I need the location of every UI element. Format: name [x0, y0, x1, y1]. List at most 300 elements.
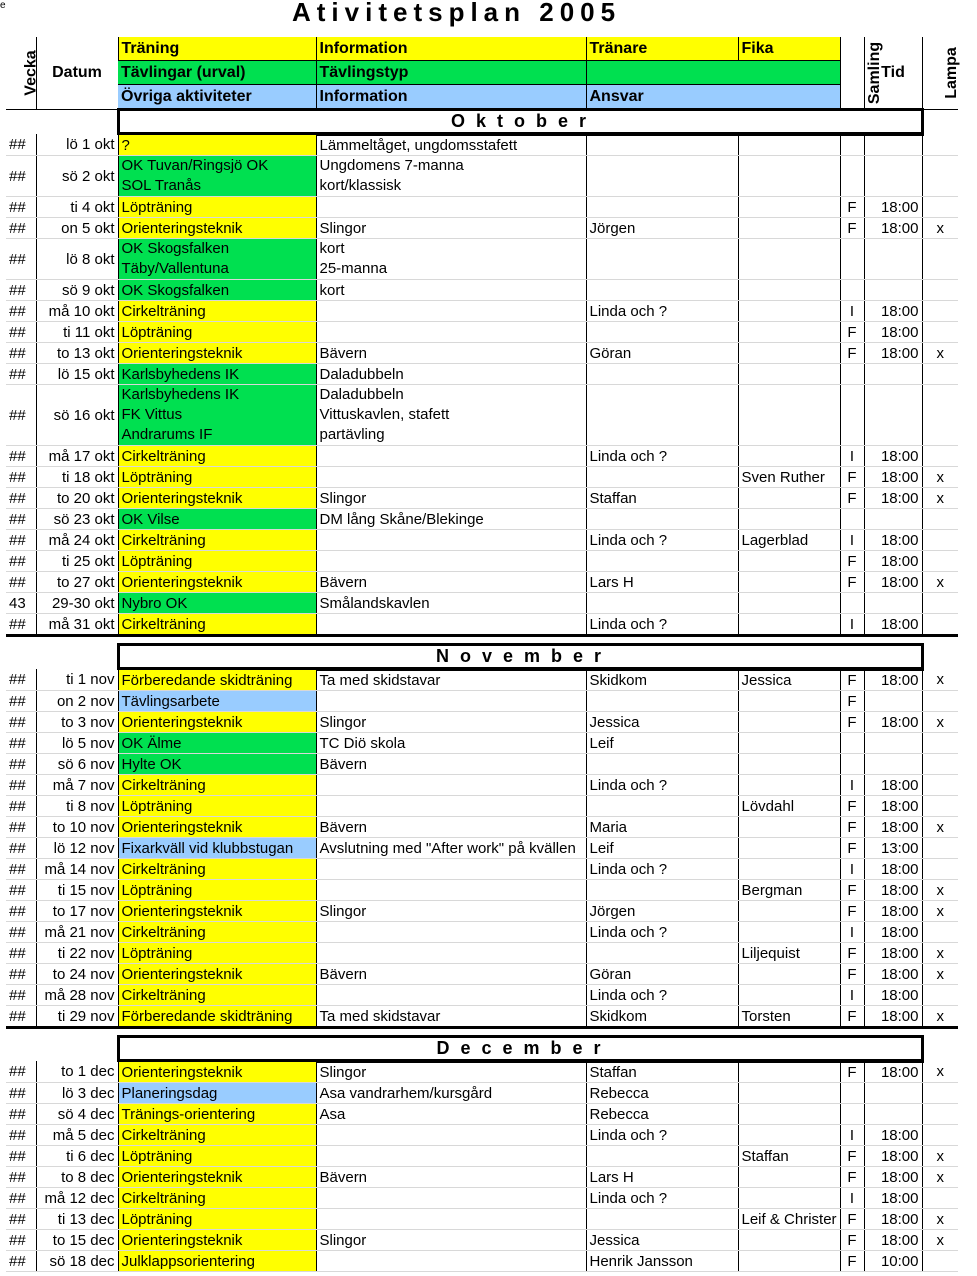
info-cell	[316, 922, 586, 943]
week-cell: ##	[6, 817, 36, 838]
date-cell: må 14 nov	[36, 859, 118, 880]
fika-cell: Liljequist	[738, 943, 840, 964]
table-row	[6, 509, 958, 530]
info-cell: Bävern	[316, 817, 586, 838]
leader-cell	[586, 322, 738, 343]
meeting-place-cell: F	[840, 343, 864, 364]
table-row	[6, 446, 958, 467]
leader-cell	[586, 1146, 738, 1167]
info-cell: Daladubbeln	[316, 364, 586, 385]
time-cell: 18:00	[864, 467, 922, 488]
activity-cell: Löpträning	[118, 1146, 316, 1167]
fika-cell	[738, 385, 840, 446]
table-body	[6, 37, 958, 1272]
month-spacer	[922, 1037, 958, 1061]
date-cell: må 5 dec	[36, 1125, 118, 1146]
date-cell: ti 22 nov	[36, 943, 118, 964]
header-row-1	[6, 37, 958, 61]
time-cell: 18:00	[864, 322, 922, 343]
time-cell: 18:00	[864, 775, 922, 796]
table-row	[6, 218, 958, 239]
date-cell: to 3 nov	[36, 712, 118, 733]
time-cell: 18:00	[864, 943, 922, 964]
lampa-header: Lampa	[922, 37, 958, 110]
lamp-cell	[922, 156, 958, 197]
date-cell: ti 8 nov	[36, 796, 118, 817]
info-cell	[316, 1188, 586, 1209]
leader-cell	[586, 943, 738, 964]
lamp-cell	[922, 1188, 958, 1209]
leader-cell: Rebecca	[586, 1083, 738, 1104]
month-spacer	[6, 110, 118, 134]
activity-cell: Löpträning	[118, 322, 316, 343]
meeting-place-cell: I	[840, 614, 864, 636]
lamp-cell	[922, 796, 958, 817]
info-cell: Bävern	[316, 754, 586, 775]
activity-cell: Förberedande skidträning	[118, 1006, 316, 1028]
meeting-place-cell	[840, 280, 864, 301]
info-cell: Slingor	[316, 1230, 586, 1251]
info-cell: Bävern	[316, 964, 586, 985]
table-row	[6, 1006, 958, 1028]
vecka-header: Vecka	[6, 37, 36, 110]
leader-cell	[586, 156, 738, 197]
fika-cell	[738, 239, 840, 280]
leader-cell: Henrik Jansson	[586, 1251, 738, 1272]
info-cell	[316, 943, 586, 964]
header-ansvar: Ansvar	[586, 85, 840, 110]
week-cell: ##	[6, 1188, 36, 1209]
date-cell: to 10 nov	[36, 817, 118, 838]
time-cell: 18:00	[864, 817, 922, 838]
fika-cell	[738, 964, 840, 985]
activity-cell: Julklappsorientering	[118, 1251, 316, 1272]
table-row	[6, 1146, 958, 1167]
time-cell: 18:00	[864, 301, 922, 322]
week-cell: ##	[6, 1251, 36, 1272]
leader-cell	[586, 280, 738, 301]
meeting-place-cell	[840, 239, 864, 280]
leader-cell	[586, 385, 738, 446]
lamp-cell	[922, 134, 958, 156]
lamp-cell	[922, 1083, 958, 1104]
date-cell: må 28 nov	[36, 985, 118, 1006]
meeting-place-cell: F	[840, 1251, 864, 1272]
table-row	[6, 134, 958, 156]
table-row	[6, 1083, 958, 1104]
date-cell: to 1 dec	[36, 1061, 118, 1083]
time-cell: 18:00	[864, 669, 922, 691]
activity-cell: Löpträning	[118, 796, 316, 817]
table-row	[6, 572, 958, 593]
lamp-cell	[922, 530, 958, 551]
table-row	[6, 1230, 958, 1251]
date-cell: ti 11 okt	[36, 322, 118, 343]
fika-cell	[738, 1167, 840, 1188]
date-cell: sö 2 okt	[36, 156, 118, 197]
week-cell: ##	[6, 467, 36, 488]
activity-cell	[118, 239, 316, 280]
activity-cell: Cirkelträning	[118, 446, 316, 467]
info-cell	[316, 239, 586, 280]
meeting-place-cell: F	[840, 1230, 864, 1251]
week-cell: ##	[6, 922, 36, 943]
lamp-cell	[922, 754, 958, 775]
activity-cell: Orienteringsteknik	[118, 901, 316, 922]
leader-cell	[586, 1209, 738, 1230]
info-cell	[316, 322, 586, 343]
meeting-place-cell: F	[840, 901, 864, 922]
week-cell: ##	[6, 733, 36, 754]
meeting-place-cell: F	[840, 1006, 864, 1028]
week-cell: ##	[6, 364, 36, 385]
table-row	[6, 733, 958, 754]
lamp-cell	[922, 593, 958, 614]
fika-cell	[738, 922, 840, 943]
info-cell: Avslutning med "After work" på kvällen	[316, 838, 586, 859]
time-cell: 18:00	[864, 859, 922, 880]
table-row	[6, 239, 958, 280]
fika-cell	[738, 301, 840, 322]
info-cell: Ta med skidstavar	[316, 669, 586, 691]
week-cell: ##	[6, 1125, 36, 1146]
fika-cell	[738, 593, 840, 614]
date-cell: sö 16 okt	[36, 385, 118, 446]
meeting-place-cell	[840, 364, 864, 385]
lamp-cell: x	[922, 1209, 958, 1230]
info-cell	[316, 156, 586, 197]
activity-cell: Orienteringsteknik	[118, 1230, 316, 1251]
date-cell: to 13 okt	[36, 343, 118, 364]
date-cell: lö 15 okt	[36, 364, 118, 385]
table-row	[6, 669, 958, 691]
leader-cell: Linda och ?	[586, 614, 738, 636]
lamp-cell: x	[922, 1146, 958, 1167]
fika-cell	[738, 1230, 840, 1251]
info-cell-line: Daladubbeln	[319, 386, 404, 403]
activity-cell-line: SOL Tranås	[121, 177, 201, 194]
info-cell	[316, 985, 586, 1006]
info-cell	[316, 467, 586, 488]
lamp-cell	[922, 364, 958, 385]
meeting-place-cell: I	[840, 301, 864, 322]
leader-cell	[586, 754, 738, 775]
meeting-place-cell: F	[840, 1167, 864, 1188]
meeting-place-cell	[840, 733, 864, 754]
time-cell: 18:00	[864, 712, 922, 733]
table-row	[6, 964, 958, 985]
activity-cell: OK Älme	[118, 733, 316, 754]
time-cell: 18:00	[864, 1230, 922, 1251]
week-cell: ##	[6, 509, 36, 530]
week-cell: ##	[6, 280, 36, 301]
meeting-place-cell	[840, 156, 864, 197]
week-cell: ##	[6, 796, 36, 817]
info-cell-line: Ungdomens 7-manna	[319, 157, 464, 174]
date-cell: ti 15 nov	[36, 880, 118, 901]
time-cell	[864, 509, 922, 530]
activity-cell: Löpträning	[118, 197, 316, 218]
table-row	[6, 1209, 958, 1230]
info-cell-line: 25-manna	[319, 260, 388, 277]
activity-cell-line: Karlsbyhedens IK	[121, 386, 240, 403]
header-traning: Träning	[118, 37, 316, 61]
week-cell: ##	[6, 1083, 36, 1104]
info-cell: Bävern	[316, 343, 586, 364]
lamp-cell: x	[922, 218, 958, 239]
meeting-place-cell: I	[840, 446, 864, 467]
info-cell	[316, 1209, 586, 1230]
fika-cell	[738, 488, 840, 509]
table-row	[6, 280, 958, 301]
table-row	[6, 691, 958, 712]
date-cell: ti 4 okt	[36, 197, 118, 218]
meeting-place-cell: F	[840, 838, 864, 859]
lamp-cell	[922, 733, 958, 754]
meeting-place-cell: F	[840, 1209, 864, 1230]
month-spacer	[922, 110, 958, 134]
table-row	[6, 467, 958, 488]
date-cell: to 27 okt	[36, 572, 118, 593]
week-cell: ##	[6, 1104, 36, 1125]
month-title: D e c e m b e r	[118, 1037, 922, 1061]
info-cell: Asa	[316, 1104, 586, 1125]
meeting-place-cell	[840, 134, 864, 156]
info-cell	[316, 385, 586, 446]
meeting-place-cell: F	[840, 1061, 864, 1083]
leader-cell: Staffan	[586, 1061, 738, 1083]
lamp-cell: x	[922, 943, 958, 964]
date-cell: ti 29 nov	[36, 1006, 118, 1028]
time-cell: 18:00	[864, 488, 922, 509]
info-cell-line: Vittuskavlen, stafett	[319, 406, 450, 423]
table-row	[6, 985, 958, 1006]
fika-cell: Jessica	[738, 669, 840, 691]
lamp-cell: x	[922, 1167, 958, 1188]
week-cell: ##	[6, 614, 36, 636]
header-tavlingstyp: Tävlingstyp	[316, 61, 586, 85]
lamp-cell	[922, 280, 958, 301]
meeting-place-cell: F	[840, 488, 864, 509]
lamp-cell	[922, 1104, 958, 1125]
leader-cell	[586, 239, 738, 280]
corner-mark: e	[0, 0, 6, 11]
lamp-cell	[922, 301, 958, 322]
meeting-place-cell: I	[840, 775, 864, 796]
week-cell: ##	[6, 551, 36, 572]
leader-cell: Leif	[586, 733, 738, 754]
activity-cell: Löpträning	[118, 551, 316, 572]
week-cell: ##	[6, 901, 36, 922]
fika-cell	[738, 985, 840, 1006]
date-cell: må 31 okt	[36, 614, 118, 636]
time-cell: 18:00	[864, 796, 922, 817]
date-cell: ti 1 nov	[36, 669, 118, 691]
time-cell: 18:00	[864, 880, 922, 901]
meeting-place-cell	[840, 385, 864, 446]
info-cell: Slingor	[316, 218, 586, 239]
month-title: N o v e m b e r	[118, 645, 922, 669]
week-cell: ##	[6, 1061, 36, 1083]
datum-header: Datum	[36, 37, 118, 110]
meeting-place-cell: F	[840, 218, 864, 239]
table-row	[6, 322, 958, 343]
date-cell: on 2 nov	[36, 691, 118, 712]
meeting-place-cell: I	[840, 530, 864, 551]
time-cell: 13:00	[864, 838, 922, 859]
leader-cell	[586, 593, 738, 614]
table-row	[6, 1188, 958, 1209]
lamp-cell	[922, 239, 958, 280]
time-cell	[864, 593, 922, 614]
table-row	[6, 1061, 958, 1083]
activity-cell: Orienteringsteknik	[118, 343, 316, 364]
meeting-place-cell: F	[840, 551, 864, 572]
meeting-place-cell	[840, 1083, 864, 1104]
table-row	[6, 1251, 958, 1272]
table-row	[6, 301, 958, 322]
leader-cell: Göran	[586, 343, 738, 364]
month-header-row	[6, 1037, 958, 1061]
info-cell-line: kort	[319, 240, 345, 257]
fika-cell	[738, 280, 840, 301]
fika-cell	[738, 775, 840, 796]
fika-cell: Lövdahl	[738, 796, 840, 817]
date-cell: må 10 okt	[36, 301, 118, 322]
meeting-place-cell: F	[840, 1146, 864, 1167]
time-cell: 18:00	[864, 218, 922, 239]
date-cell: ti 6 dec	[36, 1146, 118, 1167]
leader-cell: Linda och ?	[586, 859, 738, 880]
info-cell-line: kort/klassisk	[319, 177, 402, 194]
week-cell: ##	[6, 754, 36, 775]
leader-cell: Jörgen	[586, 218, 738, 239]
time-cell: 18:00	[864, 1188, 922, 1209]
time-cell: 18:00	[864, 1167, 922, 1188]
week-cell: ##	[6, 322, 36, 343]
info-cell	[316, 197, 586, 218]
fika-cell	[738, 156, 840, 197]
info-cell	[316, 1146, 586, 1167]
time-cell	[864, 733, 922, 754]
time-cell	[864, 1083, 922, 1104]
week-cell: ##	[6, 301, 36, 322]
table-row	[6, 156, 958, 197]
activity-cell: Orienteringsteknik	[118, 1167, 316, 1188]
week-cell: ##	[6, 134, 36, 156]
info-cell	[316, 859, 586, 880]
header-row-2	[6, 61, 958, 85]
leader-cell: Linda och ?	[586, 1188, 738, 1209]
meeting-place-cell: I	[840, 859, 864, 880]
fika-cell: Torsten	[738, 1006, 840, 1028]
month-spacer	[6, 645, 118, 669]
leader-cell: Göran	[586, 964, 738, 985]
info-cell: Lämmeltåget, ungdomsstafett	[316, 134, 586, 156]
info-cell	[316, 1251, 586, 1272]
table-row	[6, 922, 958, 943]
activity-cell-line: OK Tuvan/Ringsjö OK	[121, 157, 269, 174]
leader-cell: Linda och ?	[586, 922, 738, 943]
date-cell: lö 1 okt	[36, 134, 118, 156]
date-cell: lö 3 dec	[36, 1083, 118, 1104]
meeting-place-cell: F	[840, 817, 864, 838]
lamp-cell	[922, 509, 958, 530]
fika-cell	[738, 343, 840, 364]
lamp-cell	[922, 1125, 958, 1146]
info-cell: Slingor	[316, 488, 586, 509]
week-cell: ##	[6, 1230, 36, 1251]
month-title: O k t o b e r	[118, 110, 922, 134]
lamp-cell	[922, 385, 958, 446]
lamp-cell: x	[922, 1061, 958, 1083]
date-cell: 29-30 okt	[36, 593, 118, 614]
activity-cell: Planeringsdag	[118, 1083, 316, 1104]
activity-cell: Cirkelträning	[118, 614, 316, 636]
fika-cell: Bergman	[738, 880, 840, 901]
leader-cell	[586, 509, 738, 530]
leader-cell	[586, 134, 738, 156]
leader-cell: Rebecca	[586, 1104, 738, 1125]
activity-cell: Karlsbyhedens IK	[118, 364, 316, 385]
table-row	[6, 551, 958, 572]
table-row	[6, 364, 958, 385]
info-cell	[316, 775, 586, 796]
time-cell	[864, 364, 922, 385]
time-cell: 18:00	[864, 1146, 922, 1167]
fika-cell	[738, 614, 840, 636]
table-row	[6, 614, 958, 636]
time-cell	[864, 754, 922, 775]
activity-table	[6, 37, 958, 1272]
fika-cell	[738, 218, 840, 239]
activity-cell: Nybro OK	[118, 593, 316, 614]
fika-cell	[738, 509, 840, 530]
leader-cell: Linda och ?	[586, 775, 738, 796]
meeting-place-cell	[840, 1104, 864, 1125]
fika-cell	[738, 1125, 840, 1146]
header-tranare: Tränare	[586, 37, 738, 61]
week-cell: ##	[6, 691, 36, 712]
activity-cell: Cirkelträning	[118, 922, 316, 943]
fika-cell	[738, 322, 840, 343]
week-cell: ##	[6, 385, 36, 446]
time-cell: 10:00	[864, 1251, 922, 1272]
lamp-cell: x	[922, 1006, 958, 1028]
fika-cell	[738, 838, 840, 859]
date-cell: lö 5 nov	[36, 733, 118, 754]
lamp-cell	[922, 985, 958, 1006]
lamp-cell: x	[922, 964, 958, 985]
fika-cell: Staffan	[738, 1146, 840, 1167]
time-cell: 18:00	[864, 1061, 922, 1083]
week-cell: ##	[6, 1146, 36, 1167]
activity-cell: Cirkelträning	[118, 1188, 316, 1209]
week-cell: ##	[6, 859, 36, 880]
fika-cell	[738, 572, 840, 593]
leader-cell	[586, 197, 738, 218]
table-row	[6, 1167, 958, 1188]
week-cell: ##	[6, 1006, 36, 1028]
meeting-place-cell: F	[840, 943, 864, 964]
fika-cell	[738, 1251, 840, 1272]
fika-cell	[738, 859, 840, 880]
meeting-place-cell: I	[840, 922, 864, 943]
samling-header: Samling	[840, 37, 864, 110]
table-row	[6, 712, 958, 733]
leader-cell	[586, 880, 738, 901]
time-cell: 18:00	[864, 446, 922, 467]
